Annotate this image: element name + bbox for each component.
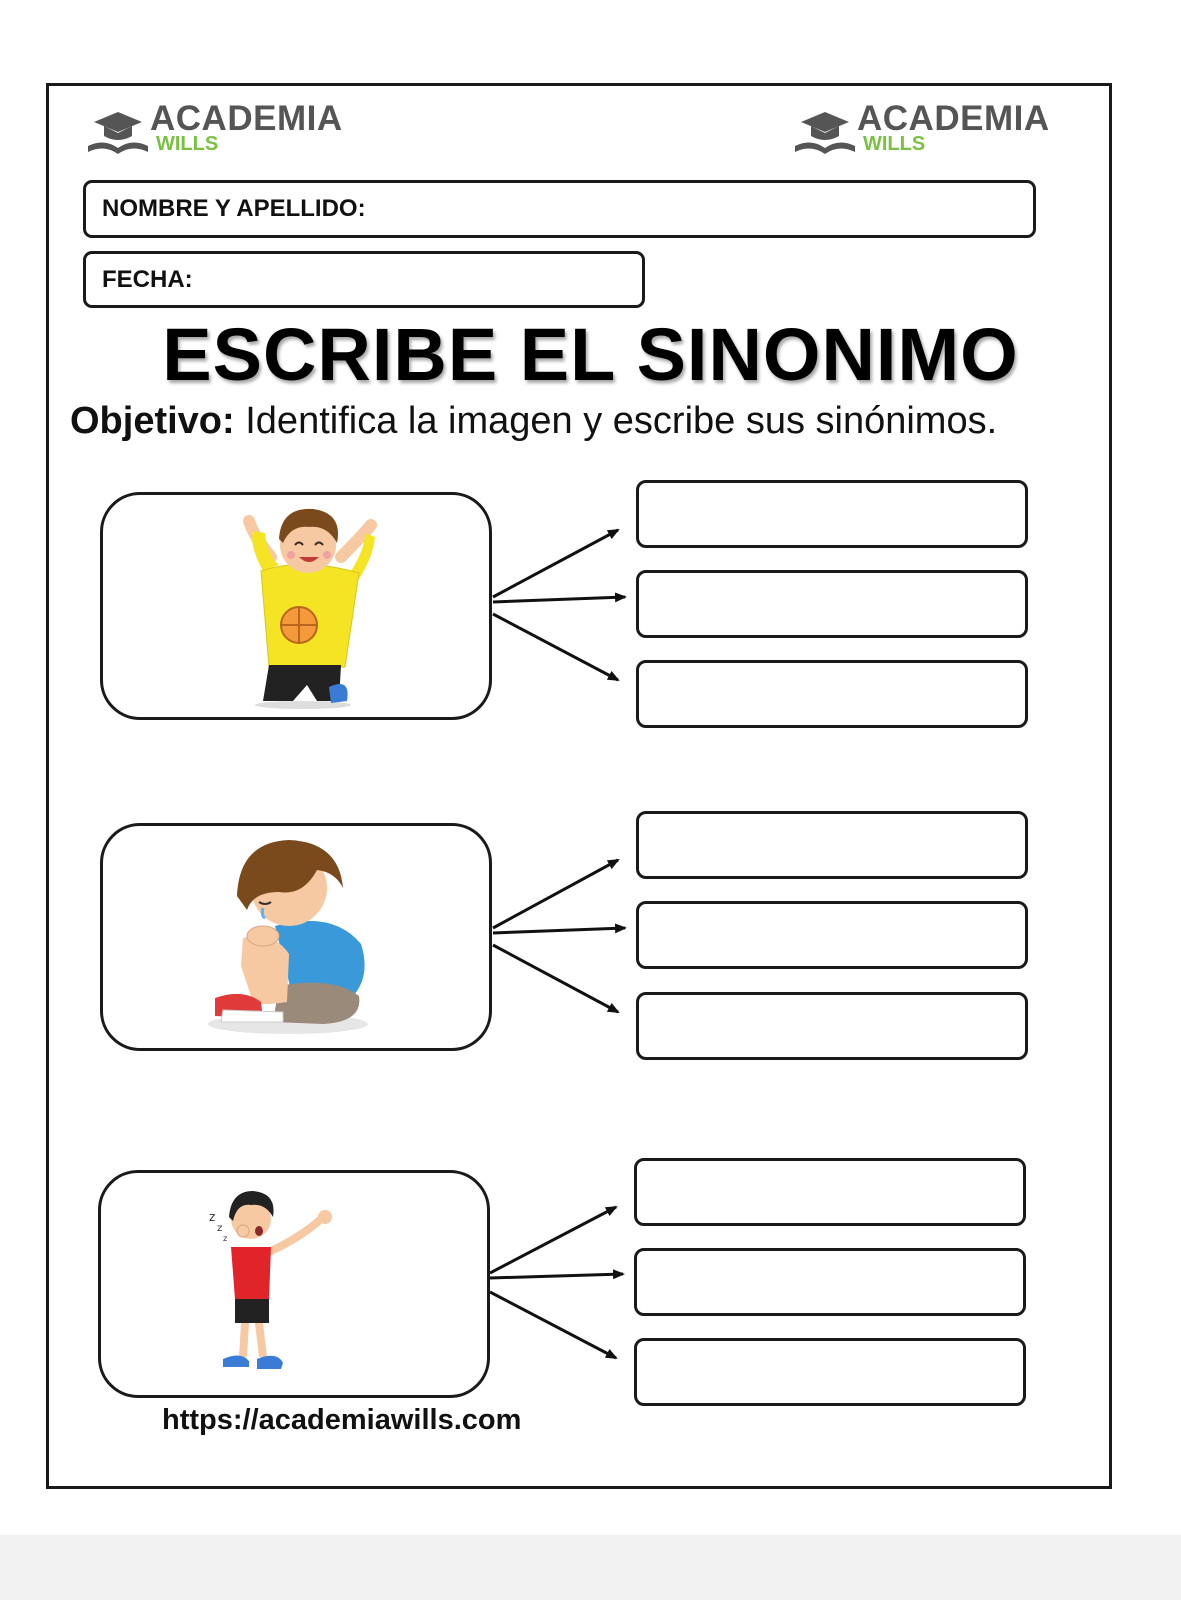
arrow-2c (493, 945, 618, 1012)
brand-name: ACADEMIA (857, 99, 1050, 138)
answer-box-2c[interactable] (636, 992, 1028, 1060)
answer-box-3c[interactable] (634, 1338, 1026, 1406)
objective-label: Objetivo: (70, 400, 235, 442)
arrow-3b (490, 1274, 623, 1278)
name-field-label: NOMBRE Y APELLIDO: (102, 195, 366, 222)
date-field-label: FECHA: (102, 265, 193, 293)
footer-url[interactable]: https://academiawills.com (162, 1404, 522, 1436)
picture-box-sleepy (98, 1170, 490, 1398)
answer-box-1b[interactable] (636, 570, 1028, 638)
answer-box-3a[interactable] (634, 1158, 1026, 1226)
arrow-1a (493, 530, 618, 597)
arrow-2b (493, 928, 625, 933)
happy-child-illustration (103, 495, 489, 717)
svg-text:z: z (209, 1210, 216, 1224)
arrow-1b (493, 597, 625, 602)
answer-box-1a[interactable] (636, 480, 1028, 548)
picture-box-sad (100, 823, 492, 1051)
arrow-3c (490, 1292, 616, 1358)
brand-name: ACADEMIA (150, 99, 343, 138)
objective-text: Identifica la imagen y escribe sus sinónimos. (234, 400, 998, 442)
answer-box-1c[interactable] (636, 660, 1028, 728)
answer-box-2a[interactable] (636, 811, 1028, 879)
sleepy-child-illustration (101, 1173, 487, 1395)
svg-text:z: z (217, 1223, 223, 1234)
svg-text:z: z (223, 1234, 228, 1243)
sad-child-illustration (103, 826, 489, 1048)
picture-box-happy (100, 492, 492, 720)
worksheet-title: ESCRIBE EL SINONIMO (162, 313, 1019, 396)
brand-subname: WILLS (156, 133, 219, 155)
arrow-3a (490, 1207, 616, 1273)
answer-box-3b[interactable] (634, 1248, 1026, 1316)
brand-subname: WILLS (863, 133, 926, 155)
arrow-2a (493, 860, 618, 928)
arrow-1c (493, 614, 618, 680)
answer-box-2b[interactable] (636, 901, 1028, 969)
